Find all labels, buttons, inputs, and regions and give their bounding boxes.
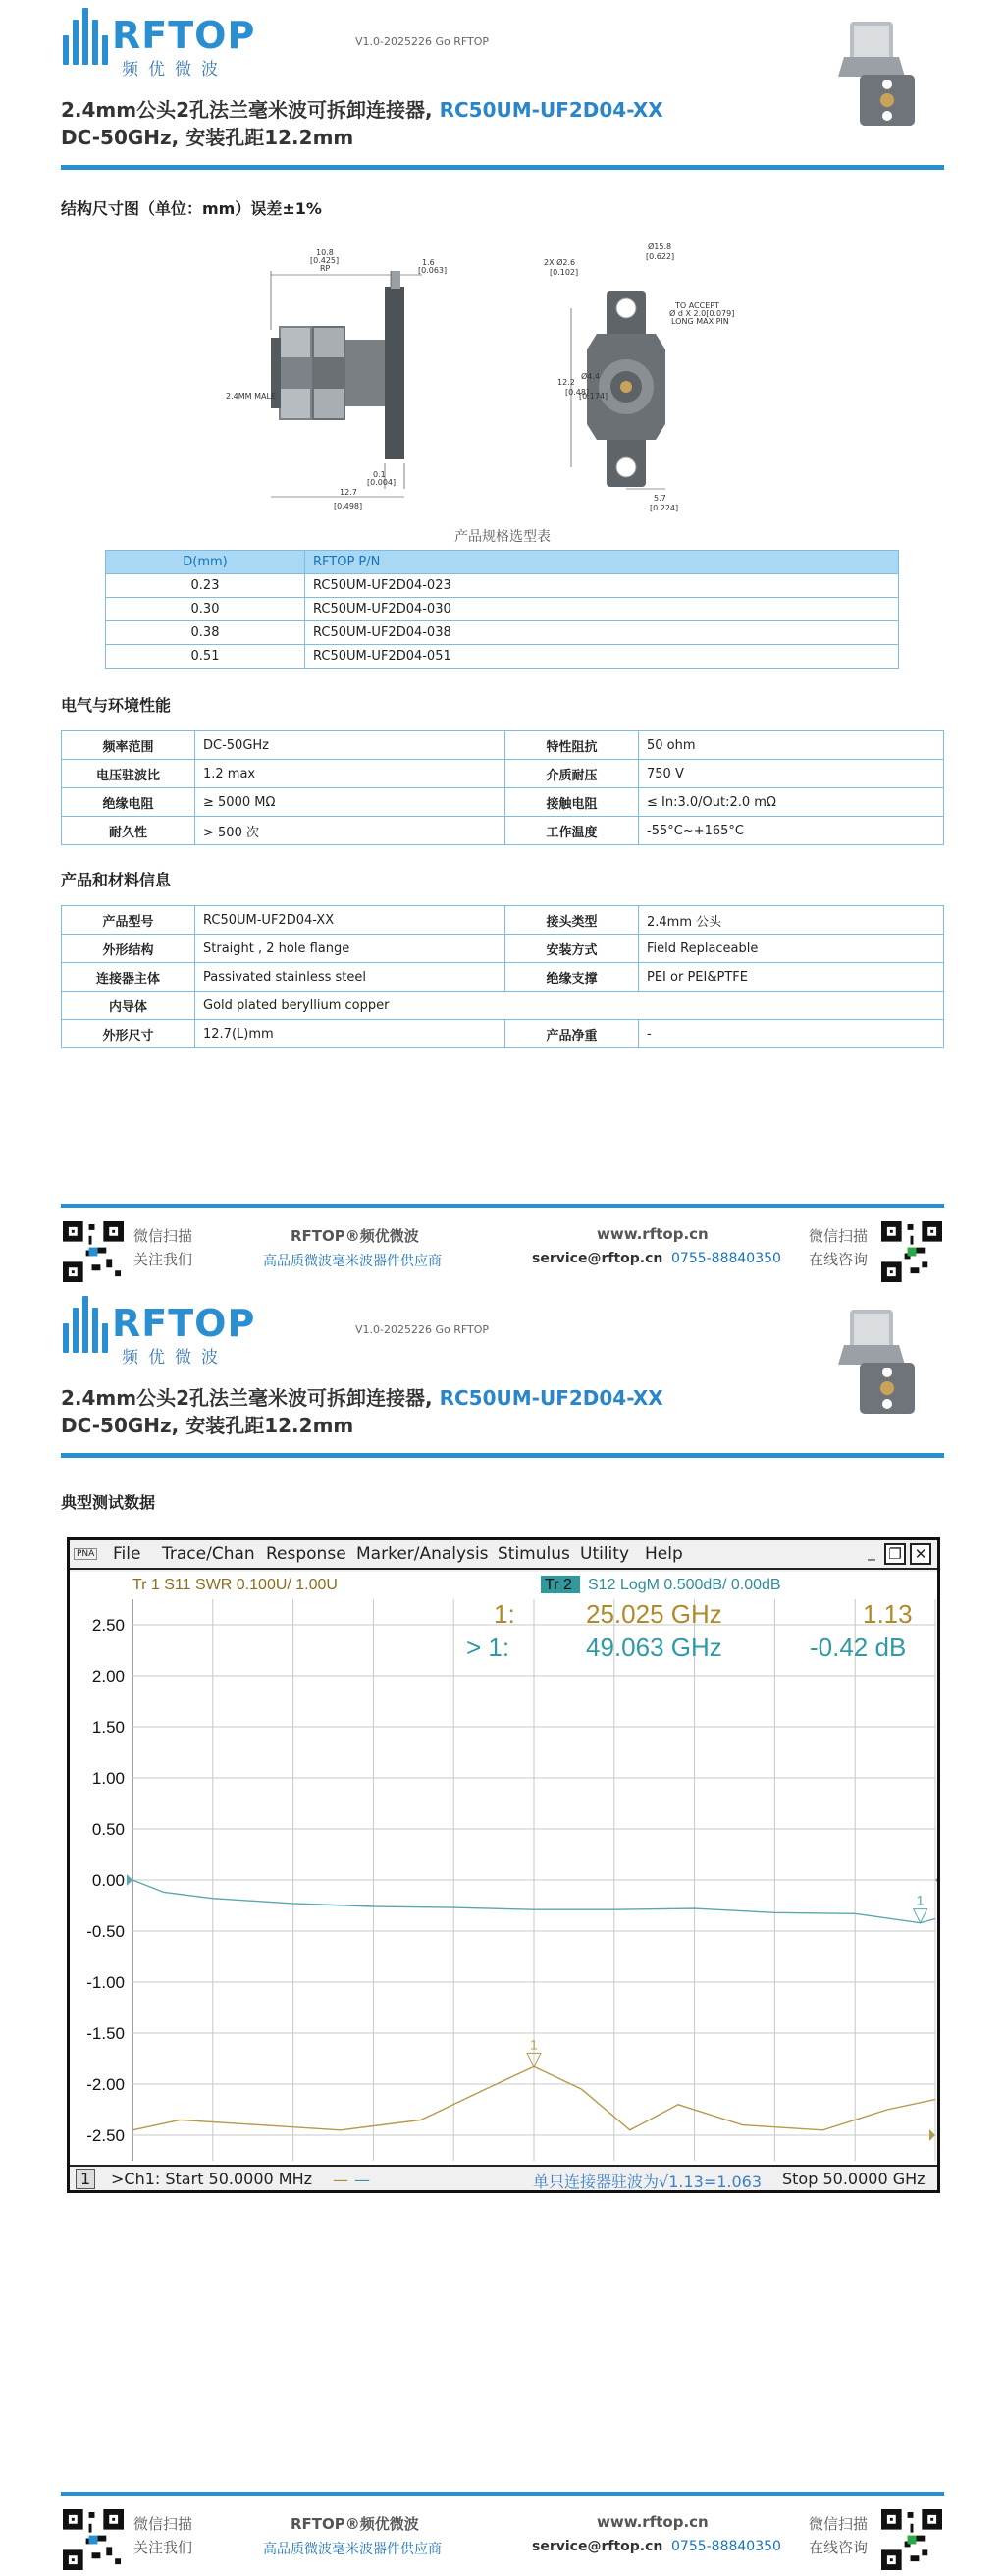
start-freq: >Ch1: Start 50.0000 MHz [111, 2170, 313, 2188]
qr-code-icon[interactable] [881, 2509, 942, 2570]
trace2-label: S12 LogM 0.500dB/ 0.00dB [588, 1577, 781, 1593]
vna-plot [70, 1572, 937, 2169]
svg-text:[0.622]: [0.622] [646, 252, 675, 261]
marker2-freq: 49.063 GHz [586, 1633, 722, 1662]
menu-stimulus[interactable]: Stimulus [498, 1544, 570, 1564]
page-title: 2.4mm公头2孔法兰毫米波可拆卸连接器, RC50UM-UF2D04-XX [61, 1386, 663, 1410]
y-tick-label: 1.50 [91, 1718, 125, 1737]
connector-photo-icon [820, 14, 919, 132]
marker-s12-number: 1 [916, 1892, 925, 1908]
logo: RFTOP 频优微波 [61, 1296, 267, 1361]
logo [61, 8, 267, 80]
electrical-table [61, 730, 944, 845]
qr-code-icon[interactable] [63, 2509, 124, 2570]
table-row: 0.30 RC50UM-UF2D04-030 [106, 598, 899, 621]
vna-menu-bar [70, 1540, 937, 1570]
s11-legend-icon: — [333, 2171, 348, 2189]
marker-s11-number: 1 [530, 2036, 538, 2053]
table-row: 外形结构 Straight , 2 hole flange 安装方式 Field Replaceable [62, 935, 944, 963]
svg-text:Ø4.4: Ø4.4 [581, 372, 601, 381]
svg-text:[0.004]: [0.004] [367, 478, 397, 487]
spec-table-caption: 产品规格选型表 [454, 529, 551, 545]
table-row: 电压驻波比 1.2 max 介质耐压 750 V [62, 760, 944, 788]
table-row: 外形尺寸 12.7(L)mm 产品净重 - [62, 1020, 944, 1048]
logo-cn: 频优微波 [122, 60, 228, 80]
y-tick-label: 2.50 [91, 1616, 125, 1635]
svg-text:[0.425]: [0.425] [310, 256, 340, 265]
dimensions-title: 结构尺寸图（单位：mm）误差±1% [61, 199, 322, 218]
email-link[interactable]: service@rftop.cn [532, 2539, 663, 2554]
materials-table [61, 905, 944, 1048]
svg-text:RP: RP [320, 264, 331, 273]
vswr-note: 单只连接器驻波为√1.13=1.063 [533, 2173, 763, 2191]
table-row: 内导体 Gold plated beryllium copper [62, 992, 944, 1020]
dimension-drawing [226, 232, 775, 518]
spec-table: D(mm) RFTOP P/N 0.23 RC50UM-UF2D04-023 0.30 RC50UM-UF2D04-030 0.38 RC50UM-UF2D04-038 0.51 RC50UM-UF2D04-051 [105, 550, 899, 669]
svg-text:[0.063]: [0.063] [418, 266, 448, 275]
svg-text:12.2: 12.2 [557, 378, 575, 387]
y-tick-label: -1.00 [86, 1973, 125, 1992]
materials-title: 产品和材料信息 [61, 871, 172, 889]
y-tick-label: -0.50 [86, 1922, 125, 1941]
qr-code-icon[interactable] [63, 1221, 124, 1282]
menu-file[interactable]: File [113, 1544, 141, 1564]
y-tick-label: 0.00 [91, 1871, 125, 1890]
channel-number: 1 [76, 2169, 95, 2189]
marker1-freq: 25.025 GHz [586, 1599, 722, 1629]
table-row: 耐久性 > 500 次 工作温度 -55°C~+165°C [62, 817, 944, 845]
y-tick-label: 2.00 [91, 1667, 125, 1686]
menu-trace-chan[interactable]: Trace/Chan [162, 1544, 255, 1564]
trace1-label: Tr 1 S11 SWR 0.100U/ 1.00U [132, 1577, 338, 1593]
website-link[interactable]: www.rftop.cn [597, 1225, 709, 1243]
logo-text: RFTOP [112, 14, 256, 57]
phone: 0755-88840350 [671, 1251, 781, 1266]
svg-text:[0.498]: [0.498] [334, 502, 363, 510]
y-tick-label: 0.50 [91, 1820, 125, 1839]
page-2: RFTOP 频优微波 V1.0-2025226 Go RFTOP 2.4mm公头2孔法兰毫米波可拆卸连接器, RC50UM-UF2D04-XX DC-50GHz, 安装孔距12.2mm 典型测试数据 微信扫描 关注我们 RFTOP®频优微波 高品质微波毫米波器件供应商 www.rftop.cn service@rftop.cn 0755-88840350 微信扫描 在线咨询 [0, 1288, 1005, 2576]
page-subtitle: DC-50GHz, 安装孔距12.2mm [61, 126, 354, 149]
table-row: 连接器主体 Passivated stainless steel 绝缘支撑 PEI or PEI&PTFE [62, 963, 944, 992]
marker1-value: 1.13 [863, 1599, 913, 1629]
svg-text:2X Ø2.6: 2X Ø2.6 [544, 258, 576, 267]
vna-status-bar [70, 2165, 937, 2190]
y-tick-label: -1.50 [86, 2024, 125, 2043]
table-row: 0.23 RC50UM-UF2D04-023 [106, 574, 899, 598]
footer-rule [61, 1204, 944, 1208]
table-row: 产品型号 RC50UM-UF2D04-XX 接头类型 2.4mm 公头 [62, 906, 944, 935]
logo-bars-icon [61, 8, 108, 73]
svg-text:2.4MM MALE: 2.4MM MALE [226, 392, 276, 401]
svg-text:12.7: 12.7 [340, 488, 357, 497]
menu-help[interactable]: Help [645, 1544, 683, 1564]
qr-code-icon[interactable] [881, 1221, 942, 1282]
svg-text:Ø d X 2.0[0.079]: Ø d X 2.0[0.079] [669, 309, 735, 318]
electrical-title: 电气与环境性能 [61, 696, 172, 715]
svg-text:0.1: 0.1 [373, 470, 386, 479]
table-row: 频率范围 DC-50GHz 特性阻抗 50 ohm [62, 731, 944, 760]
menu-utility[interactable]: Utility [580, 1544, 630, 1564]
part-number: RC50UM-UF2D04-XX [439, 98, 663, 122]
marker2-label: > 1: [466, 1633, 510, 1662]
table-row: 0.51 RC50UM-UF2D04-051 [106, 645, 899, 669]
vna-window [67, 1537, 940, 2193]
menu-response[interactable]: Response [266, 1544, 346, 1564]
header-rule [61, 1453, 944, 1458]
y-tick-label: 1.00 [91, 1769, 125, 1788]
table-row: 绝缘电阻 ≥ 5000 MΩ 接触电阻 ≤ In:3.0/Out:2.0 mΩ [62, 788, 944, 817]
test-title: 典型测试数据 [61, 1493, 156, 1512]
marker1-label: 1: [494, 1599, 515, 1629]
svg-text:5.7: 5.7 [654, 494, 666, 503]
menu-marker-analysis[interactable]: Marker/Analysis [356, 1544, 489, 1564]
marker2-value: -0.42 dB [810, 1633, 907, 1662]
website-link[interactable]: www.rftop.cn [597, 2513, 709, 2531]
svg-text:TO ACCEPT: TO ACCEPT [675, 301, 719, 310]
svg-text:Ø15.8: Ø15.8 [648, 242, 672, 251]
svg-text:[0.174]: [0.174] [579, 392, 608, 401]
svg-text:LONG MAX PIN: LONG MAX PIN [671, 317, 729, 326]
y-tick-label: -2.00 [86, 2075, 125, 2094]
restore-icon[interactable]: ❐ [884, 1543, 906, 1565]
stop-freq: Stop 50.0000 GHz [782, 2170, 926, 2188]
header-rule [61, 165, 944, 170]
minimize-icon[interactable]: _ [868, 1543, 875, 1561]
page-1: RFTOP 频优微波 V1.0-2025226 Go RFTOP 2.4mm公头2孔法兰毫米波可拆卸连接器, RC50UM-UF2D04-XX DC-50GHz, 安装孔距12.2mm 结构尺寸图（单位：mm）误差±1% 10.8 [0.425] RP 1.6 [0.063] 2.4MM MALE 0.1 [0.004] 12.7 [0.498] 2X Ø2.6 [0.102] Ø15.8 [0.622] TO ACCEPT Ø d X 2.0[0.079] LONG MAX PIN 12.2 [0.48] Ø4.4 [0.174] 5.7 [0.224] 产品规格选型表 D(mm) RFTOP P/N 0.23 RC50UM-UF2D04-023 0.30 RC50UM-UF2D04-030 0.38 RC50UM-UF2D04-038 0.51 RC50UM-UF2D04-051 电气与环境性能 频率范围 DC-50GHz 特性阻抗 50 ohm 电压驻波比 1.2 max 介质耐压 750 V 绝缘电阻 ≥ 5000 MΩ 接触电阻 ≤ In:3.0/Out:2.0 mΩ 耐久性 > 500 次 工作温度 -55°C~+165°C 产品和材料信息 产品型号 RC50UM-UF2D04-XX 接头类型 2.4mm 公头 外形结构 Straight , 2 hole flange 安装方式 Field Replaceable 连接器主体 Passivated stainless steel 绝缘支撑 PEI or PEI&PTFE 内导体 Gold plated beryllium copper 外形尺寸 12.7(L)mm 产品净重 - 微信扫描 关注我们 RFTOP®频优微波 高品质微波毫米波器件供应商 www.rftop.cn service@rftop.cn 0755-88840350 微信扫描 在线咨询 [0, 0, 1005, 1288]
s12-legend-icon: — [354, 2171, 370, 2189]
page-title: 2.4mm公头2孔法兰毫米波可拆卸连接器, RC50UM-UF2D04-XX [61, 98, 663, 122]
dim-len-top: 10.8 [316, 248, 334, 257]
svg-text:1.6: 1.6 [422, 258, 435, 267]
version: V1.0-2025226 Go RFTOP [355, 35, 490, 48]
table-row: 0.38 RC50UM-UF2D04-038 [106, 621, 899, 645]
connector-photo-icon [820, 1302, 919, 1420]
svg-text:[0.224]: [0.224] [650, 504, 679, 512]
logo-bars-icon [61, 1296, 108, 1361]
email-link[interactable]: service@rftop.cn [532, 1251, 663, 1266]
svg-text:[0.48]: [0.48] [565, 388, 590, 397]
app-icon: PNA [74, 1548, 97, 1560]
close-icon[interactable]: ✕ [910, 1543, 931, 1565]
svg-text:[0.102]: [0.102] [550, 268, 579, 277]
y-tick-label: -2.50 [86, 2126, 125, 2145]
trace2-tag: Tr 2 [545, 1577, 572, 1593]
